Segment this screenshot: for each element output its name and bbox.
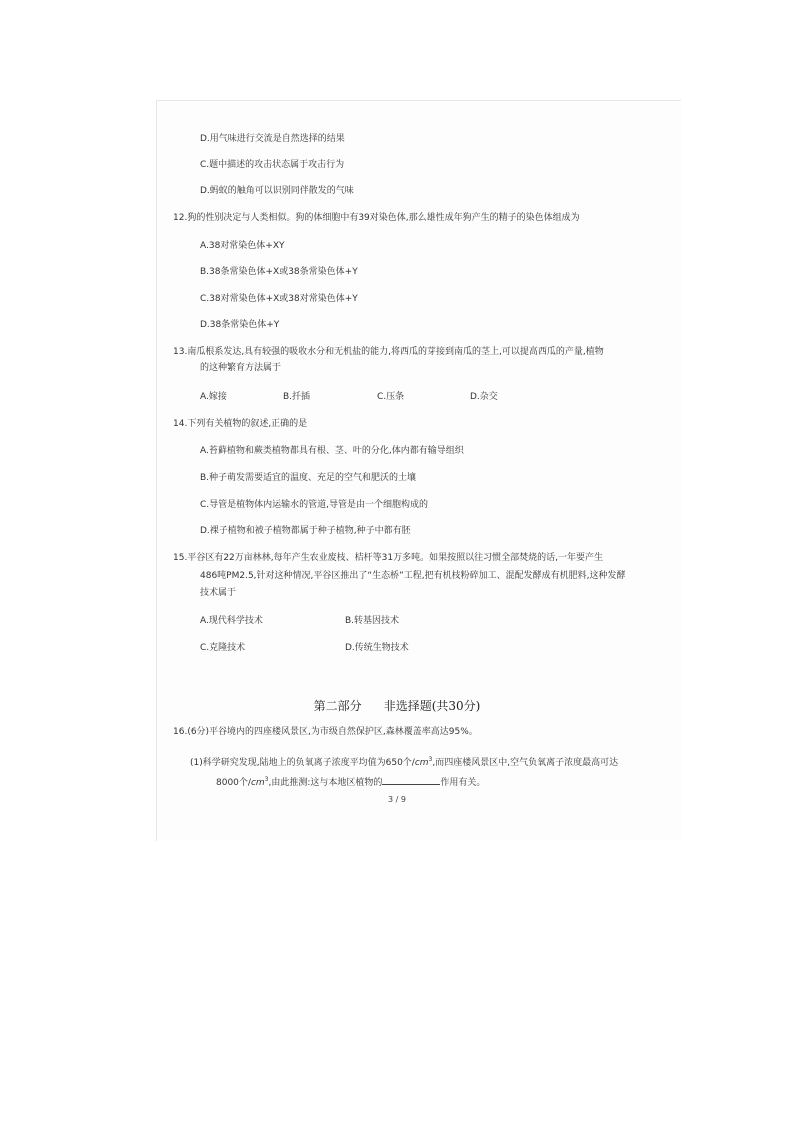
- q12-stem: 12.狗的性别决定与人类相似。狗的体细胞中有39对染色体,那么雄性成年狗产生的精子的染色体组成为: [173, 213, 580, 223]
- unit-cm: cm: [414, 758, 429, 768]
- q16-sub1-line1-part-b: ,而四座楼风景区中,空气负氧离子浓度最高可达: [432, 758, 619, 768]
- q16-sub1-line1: [190, 754, 618, 769]
- q11-option-d2: D.蚂蚁的触角可以识别同伴散发的气味: [200, 186, 354, 196]
- q11-option-d1: D.用气味进行交流是自然选择的结果: [200, 134, 345, 144]
- q14-option-c: C.导管是植物体内运输水的管道,导管是由一个细胞构成的: [200, 500, 429, 510]
- q16-sub1-line2: [216, 774, 485, 789]
- page-number: 3 / 9: [388, 795, 406, 804]
- q15-option-b: B.转基因技术: [345, 616, 400, 626]
- q13-option-b: B.扦插: [283, 392, 311, 402]
- q14-option-b: B.种子萌发需要适宜的温度、充足的空气和肥沃的土壤: [200, 473, 417, 483]
- q12-option-c: C.38对常染色体+X或38对常染色体+Y: [200, 294, 358, 304]
- q14-option-a: A.苔藓植物和蕨类植物都具有根、茎、叶的分化,体内都有输导组织: [200, 446, 464, 456]
- q15-option-d: D.传统生物技术: [345, 643, 409, 653]
- q14-option-d: D.裸子植物和被子植物都属于种子植物,种子中都有胚: [200, 526, 411, 536]
- q13-stem-line2: 的这种繁育方法属于: [200, 363, 282, 373]
- answer-blank[interactable]: [382, 775, 440, 785]
- q13-option-c: C.压条: [377, 392, 405, 402]
- q12-option-b: B.38条常染色体+X或38条常染色体+Y: [200, 267, 358, 277]
- section-2-heading: [0, 697, 794, 714]
- q14-stem: 14.下列有关植物的叙述,正确的是: [173, 419, 308, 429]
- q16-sub1-line2-part-b: ,由此推测:这与本地区植物的: [268, 778, 383, 788]
- q13-stem-line1: 13.南瓜根系发达,具有较强的吸收水分和无机盐的能力,将西瓜的芽接到南瓜的茎上,可以提高西瓜的产量,植物: [173, 347, 604, 357]
- q12-option-a: A.38对常染色体+XY: [200, 241, 285, 251]
- q15-stem-line2: 486吨PM2.5,针对这种情况,平谷区推出了“生态桥”工程,把有机枝粉碎加工、混配发酵成有机肥料,这种发酵: [200, 571, 626, 581]
- q16-stem: 16.(6分)平谷境内的四座楼风景区,为市级自然保护区,森林覆盖率高达95%。: [173, 727, 478, 737]
- q11-option-c: C.题中描述的攻击状态属于攻击行为: [200, 160, 345, 170]
- q15-option-a: A.现代科学技术: [200, 616, 263, 626]
- section-2-title: 非选择题(共30分): [383, 699, 481, 713]
- q16-sub1-line2-part-a: 8000个/: [216, 778, 251, 788]
- unit-cm-2: cm: [250, 778, 265, 788]
- unit-exponent-2: 3: [264, 776, 269, 783]
- unit-exponent: 3: [428, 756, 433, 763]
- q16-sub1-line2-part-c: 作用有关。: [440, 778, 486, 788]
- q15-stem-line1: 15.平谷区有22万亩林林,每年产生农业废枝、桔杆等31万多吨。如果按照以往习惯全部焚烧的话,一年要产生: [173, 553, 603, 563]
- q13-option-a: A.嫁接: [200, 392, 227, 402]
- q16-sub1-line1-part-a: (1)科学研究发现,陆地上的负氧离子浓度平均值为650个/: [190, 758, 415, 768]
- q15-option-c: C.克隆技术: [200, 643, 246, 653]
- q12-option-d: D.38条常染色体+Y: [200, 320, 280, 330]
- q13-option-d: D.杂交: [470, 392, 498, 402]
- q15-stem-line3: 技术属于: [200, 588, 237, 598]
- section-2-part: 第二部分: [313, 699, 362, 713]
